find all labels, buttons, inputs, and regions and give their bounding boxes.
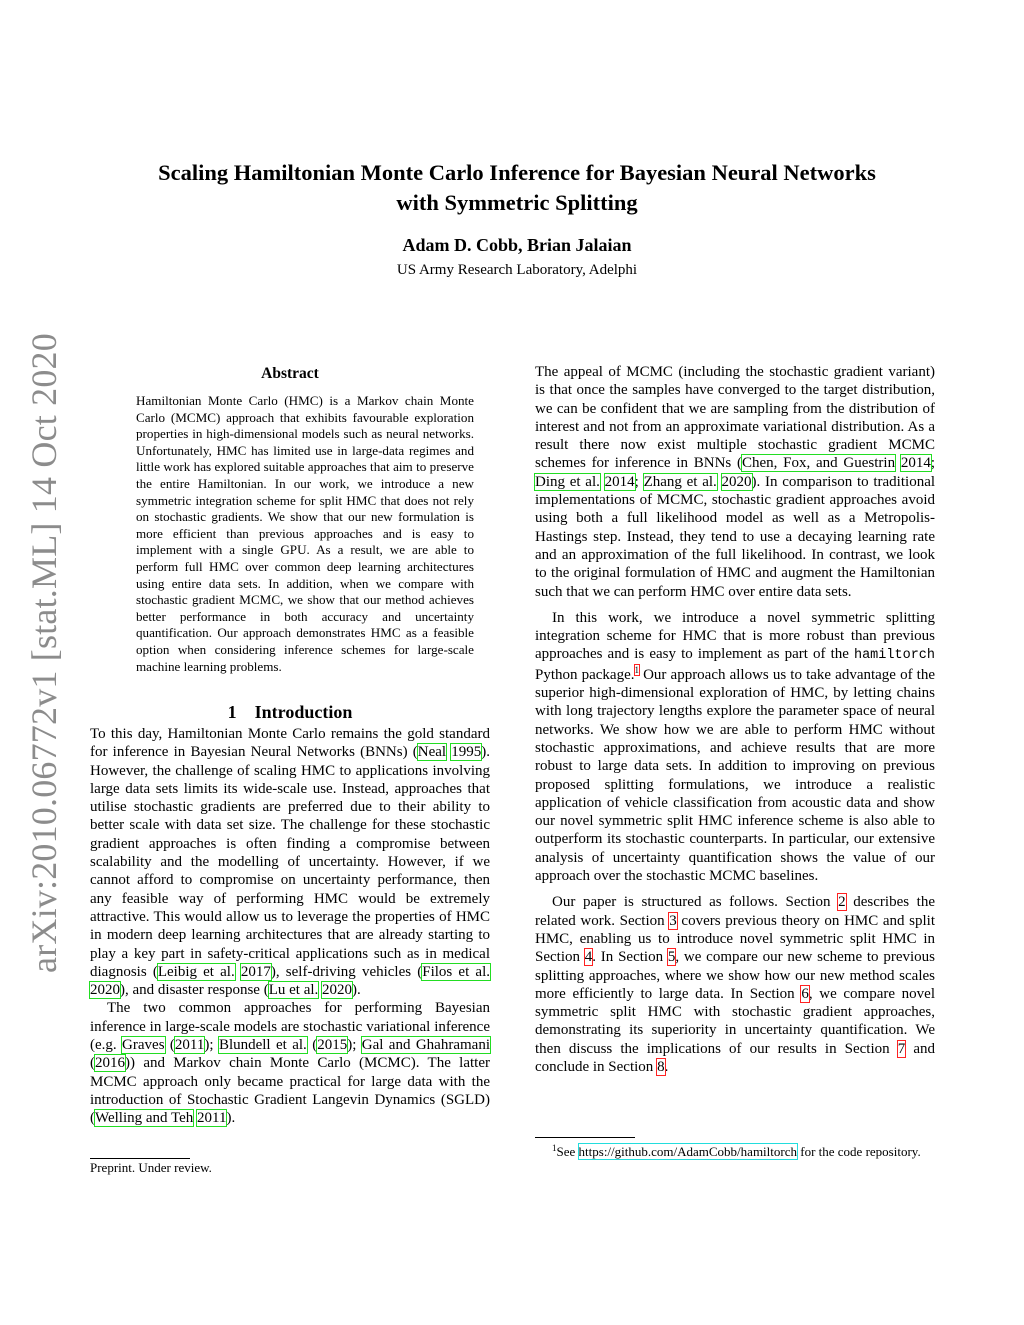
section-reference-link[interactable]: 2 [838, 894, 846, 911]
citation-link[interactable]: Gal and Ghahramani [361, 1037, 490, 1054]
intro-paragraph-5: Our paper is structured as follows. Section 2 describes the related work. Section 3 covers previous theory on HMC and split HMC, enabling us to introduce novel symmetric split HMC in Section 4. In Section 5, we compare our new scheme to previous splitting approaches, where we show how our new method scales more efficiently to large data. In Section 6, we compare novel symmetric split HMC with stochastic gradient approaches, demonstrating its superiority in uncertainty quantification. We then discuss the implications of our results in Section 7 and conclude in Section 8. [535, 894, 935, 1075]
footnote-reference[interactable]: 1 [634, 664, 639, 675]
paper-affiliation: US Army Research Laboratory, Adelphi [396, 262, 638, 278]
section-number: 1 [227, 702, 237, 722]
arxiv-identifier-text: arXiv:2010.06772v1 [stat.ML] 14 Oct 2020 [24, 332, 65, 973]
section-heading-introduction [90, 702, 490, 723]
footnote-rule [90, 1158, 190, 1159]
section-reference-link[interactable]: 8 [657, 1058, 665, 1075]
citation-link[interactable]: Ding et al. [535, 473, 600, 490]
intro-paragraph-1: To this day, Hamiltonian Monte Carlo remains the gold standard for inference in Bayesian Neural Networks (BNNs) (Neal 1995). However, the challenge of scaling HMC to applications involving large data sets limits its wide-scale use. Instead, approaches that utilise stochastic gradients are preferred due to their ability to better scale with data set size. The challenge for these stochastic gradient approaches is often finding a compromise between scalability and the modelling of uncertainty. However, if we cannot afford to compromise on uncertainty performance, then any feasible way of performing HMC would be extremely attractive. This would allow us to leverage the properties of HMC in modern deep learning architectures that are already starting to play a key part in safety-critical applications such as in medical diagnosis (Leibig et al. 2017), self-driving vehicles (Filos et al. 2020), and disaster response (Lu et al. 2020). [90, 726, 490, 999]
section-reference-link[interactable]: 3 [669, 912, 677, 929]
preprint-note: Preprint. Under review. [90, 1160, 212, 1175]
citation-link[interactable]: 2011 [197, 1110, 227, 1127]
citation-link[interactable]: 2015 [317, 1037, 348, 1054]
intro-paragraph-3: The appeal of MCMC (including the stochastic gradient variant) is that once the samples have converged to the target distribution, we can be confident that we are sampling from the distribution of interest and not from an approximate variational distribution. As a result there now exist multiple stochastic gradient MCMC schemes for inference in BNNs (Chen, Fox, and Guestrin 2014; Ding et al. 2014; Zhang et al. 2020). In comparison to traditional implementations of MCMC, stochastic gradient approaches avoid using both a full likelihood model as well as a Metropolis-Hastings step. Instead, they tend to use a decaying learning rate and an approximation of the full likelihood. In contrast, we look to the original formulation of HMC and augment the Hamiltonian such that we can perform HMC over entire data sets. [535, 364, 936, 600]
section-title: Introduction [254, 702, 353, 722]
citation-link[interactable]: Lu et al. [268, 982, 319, 999]
citation-link[interactable]: Blundell et al. [218, 1037, 307, 1054]
citation-link[interactable]: 1995 [451, 744, 482, 761]
citation-link[interactable]: Welling and Teh [95, 1110, 194, 1127]
citation-link[interactable]: 2014 [604, 473, 635, 490]
citation-link[interactable]: 2016 [95, 1055, 125, 1072]
citation-link[interactable]: 2020 [90, 982, 120, 999]
footnote-rule [535, 1137, 635, 1138]
github-url-link[interactable]: https://github.com/AdamCobb/hamiltorch [578, 1144, 797, 1159]
citation-link[interactable]: Neal [417, 744, 447, 761]
citation-link[interactable]: Filos et al. [422, 963, 490, 980]
citation-link[interactable]: 2014 [900, 455, 931, 472]
intro-paragraph-2: The two common approaches for performing Bayesian inference in large-scale models are stochastic variational inference (e.g. Graves (2011); Blundell et al. (2015); Gal and Ghahramani (2016)) and Markov chain Monte Carlo (MCMC). The latter MCMC approach only became practical for large data with the introduction of Stochastic Gradient Langevin Dynamics (SGLD) (Welling and Teh 2011). [90, 1000, 490, 1127]
citation-link[interactable]: Leibig et al. [157, 963, 235, 980]
section-reference-link[interactable]: 7 [897, 1040, 906, 1057]
section-reference-link[interactable]: 4 [584, 949, 593, 966]
citation-link[interactable]: 2020 [721, 473, 752, 490]
citation-link[interactable]: Graves [122, 1037, 165, 1054]
section-reference-link[interactable]: 5 [667, 949, 676, 966]
abstract-body: Hamiltonian Monte Carlo (HMC) is a Markov chain Monte Carlo (MCMC) approach that exhibits favourable exploration properties in high-dimensional models such as neural networks. Unfortunately, HMC has limited use in large-data regimes and little work has explored suitable approaches that aim to preserve the entire Hamiltonian. In our work, we introduce a new symmetric integration scheme for split HMC that does not rely on stochastic gradients. We show that our new formulation is more efficient than previous approaches and is easy to implement with a single GPU. As a result, we are able to perform full HMC over common deep learning architectures using entire data sets. In addition, when we compare with stochastic gradient MCMC, we show that our method achieves better performance in both accuracy and uncertainty quantification. Our approach demonstrates HMC as a feasible option when considering inference schemes for large-scale machine learning problems. [136, 393, 474, 674]
section-reference-link[interactable]: 6 [801, 985, 809, 1002]
paper-title-line-1: Scaling Hamiltonian Monte Carlo Inference for Bayesian Neural Networks [158, 160, 876, 185]
citation-link[interactable]: 2020 [322, 982, 353, 999]
footnote-mark: 1 [552, 1142, 557, 1153]
citation-link[interactable]: Chen, Fox, and Guestrin [742, 455, 896, 472]
right-column [535, 363, 935, 1076]
citation-link[interactable]: 2011 [174, 1037, 205, 1054]
footnote-hamiltorch: $^1$See https://github.com/AdamCobb/hamiltorch for the code repository. [552, 1142, 921, 1159]
arxiv-identifier-stamp [18, 332, 70, 973]
paper-title-line-2: with Symmetric Splitting [396, 190, 638, 215]
code-package-name: hamiltorch [853, 648, 935, 664]
left-column [90, 725, 490, 1128]
citation-link[interactable]: Zhang et al. [643, 473, 717, 490]
abstract-heading: Abstract [261, 365, 319, 382]
paper-authors: Adam D. Cobb, Brian Jalaian [402, 235, 632, 255]
paper-title [90, 158, 944, 218]
citation-link[interactable]: 2017 [240, 963, 271, 980]
intro-paragraph-4: In this work, we introduce a novel symmetric splitting integration scheme for HMC that is more robust than previous approaches and is easy to implement as part of the hamiltorch Python package.$^1$ Our approach allows us to take advantage of the superior high-dimensional exploration of HMC, by letting chains with long trajectory lengths explore the parameter space of neural networks. We show how we are able to perform HMC without stochastic approximations, and achieve results that are more robust to large data sets. In addition to improving on previous proposed splitting formulations, we introduce a realistic application of vehicle classification from acoustic data and show our novel symmetric split HMC inference scheme is also able to outperform its stochastic counterparts. In particular, our extensive analysis of uncertainty quantification shows the value of our approach over the stochastic MCMC baselines. [535, 609, 935, 885]
